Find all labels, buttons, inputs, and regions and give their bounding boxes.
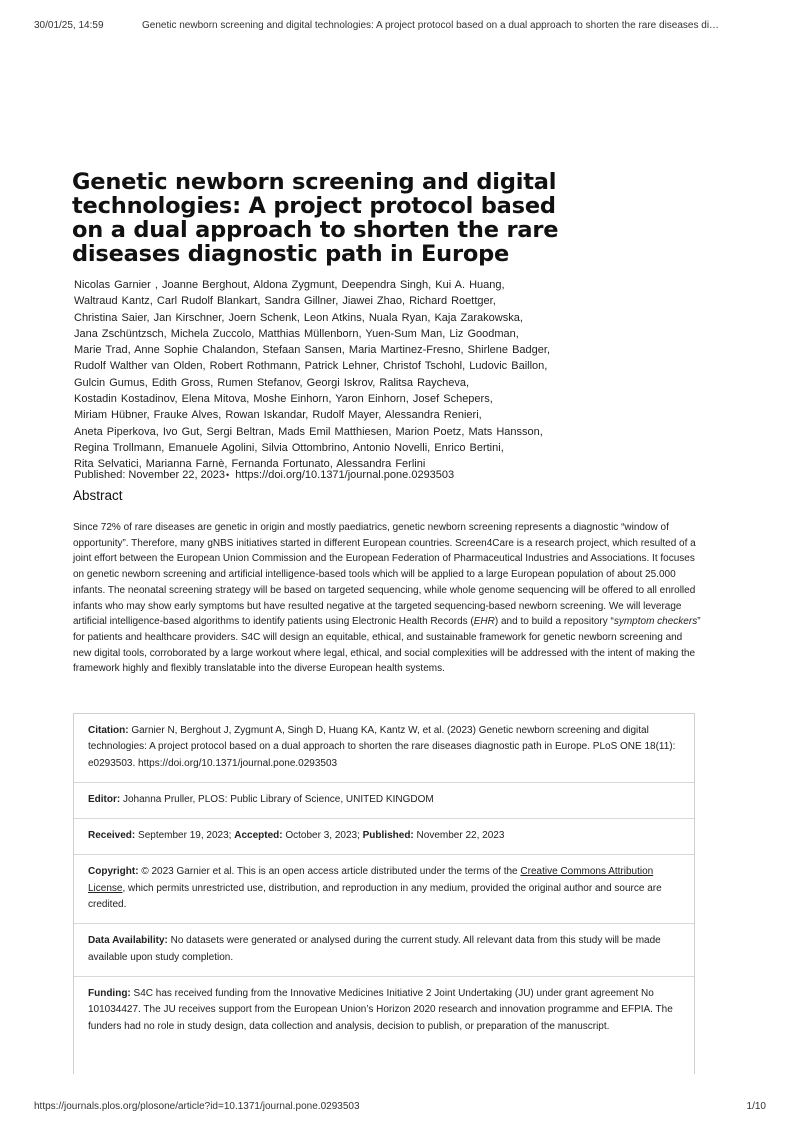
author-line [74,440,584,456]
author-separator: , [146,409,154,422]
author-line [74,310,584,326]
print-doc-title: Genetic newborn screening and digital technologies: A project protocol based on a dual approach to shorten the rare diseases di… [142,20,720,31]
author-separator: , [297,360,305,373]
received-value: September 19, 2023; [138,830,232,842]
author-line [74,293,584,309]
author-name[interactable]: Kaja Zarakowska [434,311,520,324]
author-separator: , [361,311,369,324]
author-name[interactable]: Ludovic Baillon [469,360,545,373]
abstract-part: ) and to build a repository “ [494,616,614,628]
print-url: https://journals.plos.org/plosone/article?id=10.1371/journal.pone.0293503 [34,1101,360,1112]
author-name[interactable]: Edith Gross [151,376,211,389]
abstract-heading: Abstract [73,488,123,503]
author-separator: , [539,425,543,438]
author-name[interactable]: Joanne Berghout [161,279,247,291]
author-name[interactable]: Mads Emil Matthiesen [278,425,389,438]
author-name[interactable]: Gulcin Gumus [74,376,145,389]
author-name[interactable]: Marianna Farnè [145,458,225,471]
author-name[interactable]: Leon Atkins [303,311,362,324]
copyright-label: Copyright: [88,866,139,878]
author-line [74,326,584,342]
author-separator: , [296,311,304,324]
author-name[interactable]: Enrico Bertini [434,441,501,454]
author-separator: , [254,441,262,454]
copyright-post: , which permits unrestricted use, distribution, and reproduction in any medium, provided the original author and source are credited. [88,882,662,911]
author-name[interactable]: Emanuele Agolini [168,441,255,454]
author-name[interactable]: Aneta Piperkova [74,425,156,438]
author-name[interactable]: Christof Tschohl [383,360,463,373]
author-separator: , [500,441,504,454]
author-name[interactable]: Christina Saier [74,311,147,324]
author-name[interactable]: Fernanda Fortunato [231,458,330,471]
author-line [74,391,584,407]
doi-link[interactable]: https://doi.org/10.1371/journal.pone.0293503 [235,469,455,481]
author-name[interactable]: Maria Martinez-Fresno [348,344,461,357]
author-separator: , [388,425,396,438]
author-name[interactable]: Liz Goodman [449,327,516,340]
author-name[interactable]: Rowan Iskandar [225,409,306,422]
author-name[interactable]: Moshe Einhorn [253,393,329,406]
author-separator: , [144,376,152,389]
author-name[interactable]: Yaron Einhorn [335,393,406,406]
author-name[interactable]: Richard Roettger [409,295,493,308]
author-separator: , [428,279,436,291]
author-name[interactable]: Jana Zschüntzsch [74,327,164,340]
author-separator: , [372,376,380,389]
author-separator: , [221,311,229,324]
author-name[interactable]: Alessandra Ferlini [336,458,426,471]
author-separator: , [257,295,265,308]
author-separator: , [210,376,218,389]
author-separator: , [218,409,226,422]
author-separator: , [375,360,384,373]
author-name[interactable]: Mats Hansson [468,425,540,438]
author-line [74,358,584,374]
author-name[interactable]: Ivo Gut [162,425,200,438]
page-number: 1/10 [746,1101,766,1112]
author-separator: , [305,409,313,422]
abstract-text [73,520,701,677]
author-separator: , [335,295,343,308]
author-separator: , [246,393,254,406]
dates-section [74,819,694,855]
author-name[interactable]: Jan Kirschner [153,311,222,324]
abstract-ehr: EHR [473,616,495,628]
author-name[interactable]: Regina Trollmann [74,441,162,454]
author-name[interactable]: Alessandra Renieri [384,409,479,422]
print-footer [34,1101,766,1112]
funding-section [74,977,694,1045]
author-separator: , [161,441,169,454]
author-name[interactable]: Jiawei Zhao [342,295,403,308]
author-name[interactable]: Patrick Lehner [304,360,376,373]
author-name[interactable]: Silvia Ottombrino [261,441,347,454]
article-title: Genetic newborn screening and digital technologies: A project protocol based on a dual approach to shorten the rare diseases diagnostic path in Europe [72,169,559,267]
author-separator: , [255,344,263,357]
author-separator: , [149,295,157,308]
data-availability-label: Data Availability: [88,935,168,947]
print-date: 30/01/25, 14:59 [34,20,104,31]
author-name[interactable]: Robert Rothmann [209,360,298,373]
author-name[interactable]: Carl Rudolf Blankart [156,295,258,308]
data-availability-section [74,924,694,977]
author-separator: , [402,295,410,308]
author-separator: , [358,327,366,340]
author-separator: , [378,409,385,422]
author-separator: , [515,327,519,340]
author-separator: , [461,425,469,438]
abstract-symptom-checkers: symptom checkers [613,616,698,628]
published-value: November 22, 2023 [416,830,505,842]
data-availability-text: No datasets were generated or analysed during the current study. All relevant data from this study will be made available upon study completion. [88,935,661,963]
author-separator: , [334,279,342,291]
author-separator: , [299,376,307,389]
author-name[interactable]: Marie Trad [74,344,128,357]
author-separator: , [246,279,254,291]
article-info-box [73,713,695,1074]
author-separator: , [544,360,548,373]
author-name[interactable]: Sandra Gillner [264,295,336,308]
funding-text: S4C has received funding from the Innovative Medicines Initiative 2 Joint Undertaking (JU) under grant agreement No 101034427. The JU receives support from the European Union’s Horizon 2020 research and innovation programme and EFPIA. The funders had no role in study design, data collection and analysis, decision to publish, or preparation of the manuscript. [88,987,673,1032]
author-separator: , [329,458,337,471]
citation-section [74,714,694,783]
abstract-part: Since 72% of rare diseases are genetic in origin and mostly paediatrics, genetic newborn screening represents a diagnostic “window of opportunity”. Therefore, many gNBS initiatives started in different European countries. Screen4Care is a research project, which resulted of a joint effort between the European Union Commission and the European Federation of Pharmaceutical Industries and Associations. It focuses on genetic newborn screening and artificial intelligence-based tools which will be applied to a large European population of about 25.000 infants. The neonatal screening strategy will be based on targeted sequencing, while whole genome sequencing will be offered to all enrolled infants who may show early symptoms but have resulted negative at the targeted sequencing-based newborn screening. We will leverage artificial intelligence-based algorithms to identify patients using Electronic Health Records ( [73,522,696,628]
author-name[interactable]: Miriam Hübner [74,409,147,422]
editor-text: Johanna Pruller, PLOS: Public Library of Science, UNITED KINGDOM [123,793,434,805]
author-separator: , [202,360,210,373]
author-separator: , [174,393,182,406]
author-name[interactable]: Stefaan Sansen [262,344,342,357]
author-name[interactable]: Yuen-Sum Man [365,327,443,340]
accepted-value: October 3, 2023; [285,830,360,842]
author-separator: , [501,279,505,291]
citation-label: Citation: [88,725,129,736]
author-separator: , [442,327,450,340]
author-line [74,407,584,423]
author-separator: , [519,311,523,324]
publication-line [74,469,454,481]
author-separator: , [489,393,493,406]
author-name[interactable]: Elena Mitova [181,393,247,406]
author-separator: , [492,295,496,308]
published-date: Published: November 22, 2023 [74,469,226,481]
author-name[interactable]: Kui A. Huang [435,279,502,291]
author-name[interactable]: Matthias Müllenborn [258,327,359,340]
author-separator: , [163,327,171,340]
author-name[interactable]: Frauke Alves [153,409,219,422]
author-name[interactable]: Shirlene Badger [467,344,547,357]
author-name[interactable]: Waltraud Kantz [74,295,150,308]
author-separator: , [127,344,135,357]
author-separator: , [138,458,146,471]
abstract-part: ” for patients and healthcare providers. S4C will design an equitable, ethical, and sustainable framework for genetic newborn screening and new digital tools, corroborated by a large workout where legal, ethical, and social complexities will be addressed with the intent of making the framework highly and flexibly translatable into the diverse European health systems. [73,616,701,675]
author-name[interactable]: Rudolf Walther van Olden [74,360,203,373]
author-name[interactable]: Anne Sophie Chalandon [134,344,256,357]
author-name[interactable]: Rita Selvatici [74,458,139,471]
published-label: Published: [362,830,414,842]
editor-label: Editor: [88,793,121,805]
author-name[interactable]: Rumen Stefanov [217,376,300,389]
author-separator: , [427,441,435,454]
print-header [34,20,770,31]
editor-section [74,783,694,819]
author-separator: , [465,376,470,389]
author-separator: , [271,425,279,438]
citation-text: Garnier N, Berghout J, Zygmunt A, Singh D, Huang KA, Kantz W, et al. (2023) Genetic newborn screening and digital technologies: A project protocol based on a dual approach to shorten the rare diseases diagnostic path in Europe. PLoS ONE 18(11): e0293503. https://doi.org/10.1371/journal.pone.0293503 [88,725,676,769]
accepted-label: Accepted: [234,830,283,842]
author-list [74,277,584,473]
author-separator: , [328,393,336,406]
author-separator: , [346,441,353,454]
author-separator: , [341,344,349,357]
author-line [74,424,584,440]
copyright-pre: © 2023 Garnier et al. This is an open access article distributed under the terms of the [141,866,518,878]
license-link[interactable]: Creative Commons Attribution License [88,866,654,894]
author-name[interactable]: Nicolas Garnier [74,279,151,291]
author-separator: , [427,311,435,324]
author-name[interactable]: Josef Schepers [412,393,490,406]
author-separator: , [224,458,232,471]
author-separator: , [199,425,207,438]
author-separator: , [251,327,259,340]
author-name[interactable]: Nuala Ryan [368,311,428,324]
author-name[interactable]: Joern Schenk [228,311,297,324]
funding-label: Funding: [88,987,131,999]
author-name[interactable]: Georgi Iskrov [306,376,373,389]
author-separator: , [478,409,482,422]
author-separator: , [150,279,162,291]
author-name[interactable]: Marion Poetz [395,425,462,438]
author-name[interactable]: Kostadin Kostadinov [74,393,175,406]
author-line [74,277,584,293]
author-name[interactable]: Sergi Beltran [206,425,272,438]
author-name[interactable]: Antonio Novelli [352,441,428,454]
author-separator: , [462,360,470,373]
author-name[interactable]: Ralitsa Raycheva [379,376,466,389]
author-separator: , [155,425,163,438]
received-label: Received: [88,830,136,842]
author-name[interactable]: Michela Zuccolo [170,327,252,340]
separator-dot: • [226,470,230,480]
author-separator: , [146,311,154,324]
author-separator: , [546,344,551,357]
author-separator: , [405,393,413,406]
author-name[interactable]: Aldona Zygmunt [253,279,335,291]
author-separator: , [460,344,468,357]
author-line [74,375,584,391]
author-line [74,342,584,358]
copyright-section [74,855,694,924]
author-name[interactable]: Rudolf Mayer [312,409,379,422]
author-name[interactable]: Deependra Singh [341,279,429,291]
